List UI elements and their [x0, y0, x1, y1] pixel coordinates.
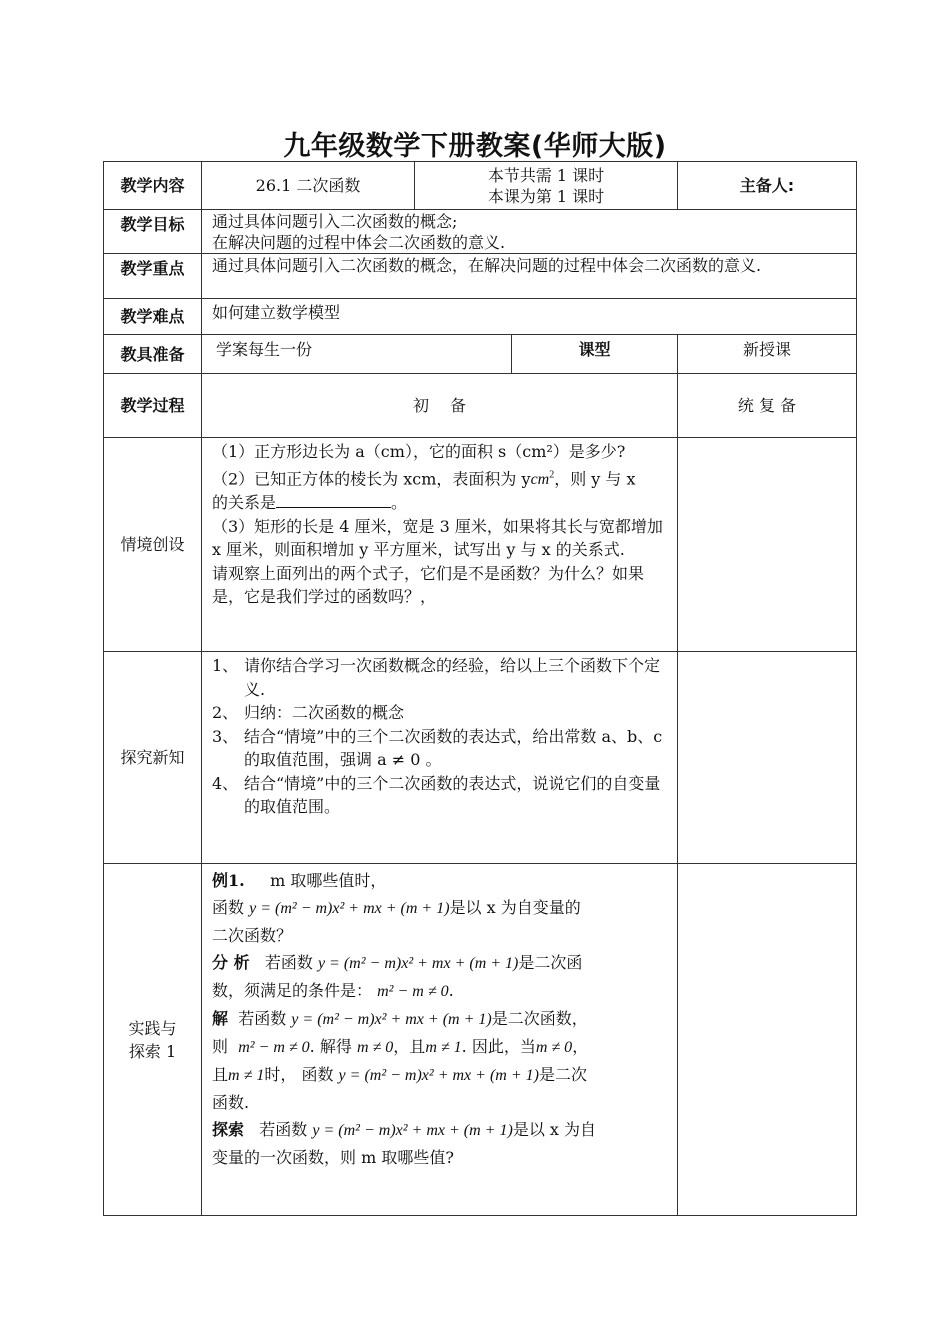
formula: y = (m² − m)x² + mx + (m + 1) — [249, 900, 450, 917]
situation-label — [103, 437, 202, 652]
key-points-label — [103, 253, 202, 299]
example-line-3: 二次函数？ — [212, 926, 293, 945]
page-title: 九年级数学下册教案(华师大版) — [283, 131, 667, 162]
situation-q2-c: 的关系是 — [212, 493, 277, 513]
practice-label — [103, 863, 202, 1216]
analysis-text-b: 是二次函 — [518, 953, 583, 972]
solution-line-1 — [212, 1005, 667, 1033]
solution-text-d: . 解得 — [309, 1037, 352, 1056]
solution-text-j: 是二次 — [538, 1065, 587, 1084]
solution-text-g: ， — [572, 1037, 589, 1056]
explore-label-text: 探究新知 — [120, 748, 185, 767]
m-not-zero: m ≠ 0 — [356, 1039, 394, 1056]
key-points-content — [201, 253, 857, 299]
explore-list — [212, 654, 667, 819]
solution-line-2 — [212, 1033, 667, 1061]
formula: y = (m² − m)x² + mx + (m + 1) — [312, 1122, 513, 1139]
situation-q2-d: 。 — [391, 493, 408, 513]
solution-text-b: 是二次函数， — [491, 1009, 588, 1028]
explore-label — [103, 651, 202, 864]
m-not-one: m ≠ 1 — [228, 1067, 265, 1084]
explore-ex-line-1 — [212, 1116, 667, 1144]
explore-ex-line-2: 变量的一次函数，则 m 取哪些值? — [212, 1148, 454, 1167]
condition: m² − m ≠ 0 — [377, 983, 449, 1000]
solution-line-4: 函数. — [212, 1093, 250, 1112]
explore-item-2-text: 归纳：二次函数的概念 — [244, 703, 405, 722]
period: . — [448, 981, 454, 1000]
answer-blank[interactable] — [276, 493, 391, 508]
objectives-label — [103, 209, 202, 254]
explore-ex-text-b: 是以 x 为自 — [512, 1120, 597, 1139]
practice-label-text: 实践与探索 1 — [128, 1018, 177, 1061]
explore-item-1-num: 1、 — [212, 656, 239, 675]
process-initial-text: 初 备 — [412, 396, 467, 415]
explore-item-3 — [212, 725, 667, 772]
content-label — [103, 161, 202, 210]
hours-current: 本课为第 1 课时 — [487, 186, 605, 206]
lesson-type-value — [677, 334, 857, 374]
unit-cm-squared: $cm^2$ — [530, 469, 555, 488]
analysis-line-1 — [212, 949, 667, 977]
lesson-hours — [414, 161, 678, 210]
lesson-type-label — [511, 334, 678, 374]
situation-q3: （3）矩形的长是 4 厘米，宽是 3 厘米，如果将其长与宽都增加 x 厘米，则面积增加 y 平方厘米，试写出 y 与 x 的关系式. — [212, 516, 663, 560]
explore-review — [677, 651, 857, 864]
solution-line-3 — [212, 1061, 667, 1089]
explore-item-2 — [212, 701, 667, 725]
situation-q2-b: ，则 y 与 x — [554, 468, 636, 488]
analysis-line-2 — [212, 977, 667, 1005]
preparer-label-text: 主备人: — [739, 176, 795, 195]
process-label-text: 教学过程 — [120, 396, 185, 415]
situation-q1: （1）正方形边长为 a（cm），它的面积 s（cm²）是多少? — [212, 442, 626, 461]
lesson-type-label-text: 课型 — [578, 340, 611, 359]
example-question-2: 是以 x 为自变量的 — [449, 898, 581, 917]
hours-total: 本节共需 1 课时 — [487, 165, 605, 185]
objectives-label-text: 教学目标 — [120, 215, 185, 234]
difficulties-label — [103, 298, 202, 335]
explore-item-2-num: 2、 — [212, 703, 239, 722]
situation-q2-a: （2）已知正方体的棱长为 xcm，表面积为 y — [212, 468, 531, 488]
situation-q4: 请观察上面列出的两个式子，它们是不是函数？为什么？如果是，它是我们学过的函数吗？， — [212, 563, 645, 607]
objectives-content — [201, 209, 857, 254]
materials-value — [201, 334, 512, 374]
key-points-text: 通过具体问题引入二次函数的概念，在解决问题的过程中体会二次函数的意义. — [212, 256, 762, 275]
practice-review — [677, 863, 857, 1216]
explore-ex-label: 探索 — [212, 1120, 245, 1139]
situation-review — [677, 437, 857, 652]
m-not-zero: m ≠ 0 — [535, 1039, 573, 1056]
explore-item-1-text: 请你结合学习一次函数概念的经验，给以上三个函数下个定义. — [244, 656, 661, 699]
explore-item-4-num: 4、 — [212, 773, 239, 793]
difficulties-label-text: 教学难点 — [120, 307, 185, 326]
m-not-one: m ≠ 1 — [425, 1039, 462, 1056]
explore-content — [201, 651, 678, 864]
key-points-label-text: 教学重点 — [120, 259, 185, 278]
preparer-label — [677, 161, 857, 210]
solution-label: 解 — [212, 1009, 229, 1028]
materials-label — [103, 334, 202, 374]
situation-q2 — [212, 464, 667, 492]
solution-text-e: ，且 — [393, 1037, 426, 1056]
solution-text-i: 时， 函数 — [264, 1065, 334, 1084]
explore-item-4-text: 结合“情境”中的三个二次函数的表达式，说说它们的自变量的取值范围。 — [244, 773, 661, 816]
content-value — [201, 161, 415, 210]
analysis-label: 分 析 — [212, 953, 250, 972]
example-line-2 — [212, 894, 667, 922]
example-heading — [212, 867, 667, 894]
lesson-type-value-text: 新授课 — [742, 340, 791, 359]
solution-text-c: 则 — [212, 1037, 229, 1056]
solution-text-a: 若函数 — [238, 1009, 287, 1028]
process-label — [103, 373, 202, 438]
solution-text-h: 且 — [212, 1065, 229, 1084]
practice-content — [201, 863, 678, 1216]
objective-line-1: 通过具体问题引入二次函数的概念; — [212, 212, 458, 231]
explore-item-4 — [212, 772, 667, 819]
situation-content — [201, 437, 678, 652]
formula: y = (m² − m)x² + mx + (m + 1) — [291, 1011, 492, 1028]
difficulties-text: 如何建立数学模型 — [212, 303, 341, 322]
content-value-text: 26.1 二次函数 — [255, 176, 361, 195]
explore-item-3-text: 结合“情境”中的三个二次函数的表达式，给出常数 a、b、c 的取值范围，强调 a ≠ 0 。 — [244, 726, 663, 769]
explore-item-1 — [212, 654, 667, 701]
materials-label-text: 教具准备 — [120, 344, 185, 364]
example-question: m 取哪些值时， — [270, 871, 387, 890]
process-initial-header — [201, 373, 678, 438]
example-title: 例1. — [212, 871, 245, 890]
materials-value-text: 学案每生一份 — [216, 340, 313, 359]
explore-ex-text-a: 若函数 — [259, 1120, 308, 1139]
explore-item-3-num: 3、 — [212, 726, 239, 746]
process-review-header — [677, 373, 857, 438]
function-prefix: 函数 — [212, 898, 245, 917]
condition: m² − m ≠ 0 — [238, 1039, 310, 1056]
content-label-text: 教学内容 — [120, 176, 185, 195]
unit-cm: cm — [530, 470, 550, 488]
situation-label-text: 情境创设 — [120, 535, 185, 554]
difficulties-content — [201, 298, 857, 335]
analysis-text-a: 若函数 — [264, 953, 313, 972]
situation-q2-relation — [212, 491, 667, 515]
formula: y = (m² − m)x² + mx + (m + 1) — [338, 1067, 539, 1084]
solution-text-f: . 因此，当 — [461, 1037, 536, 1056]
process-review-text: 统 复 备 — [737, 396, 797, 415]
analysis-text-c: 数，须满足的条件是： — [212, 981, 373, 1000]
formula: y = (m² − m)x² + mx + (m + 1) — [317, 955, 519, 972]
objective-line-2: 在解决问题的过程中体会二次函数的意义. — [212, 233, 506, 252]
